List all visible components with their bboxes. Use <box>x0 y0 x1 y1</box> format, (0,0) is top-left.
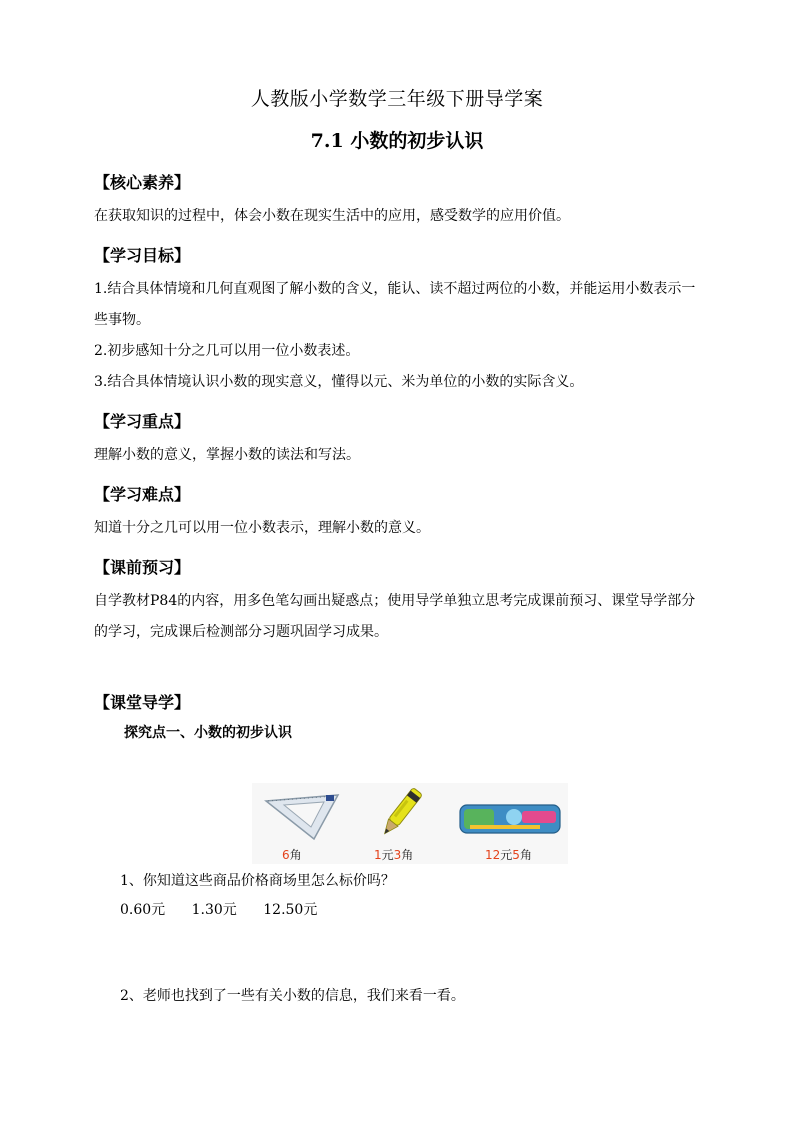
question-2: 2、老师也找到了一些有关小数的信息，我们来看一看。 <box>120 988 465 1004</box>
key-points-text: 理解小数的意义，掌握小数的读法和写法。 <box>94 447 360 463</box>
document-title: 人教版小学数学三年级下册导学案 <box>250 88 544 110</box>
price-label-pencil: 1元3角 <box>374 848 414 862</box>
price-label-ruler: 6角 <box>282 848 302 862</box>
heading-core-literacy: 【核心素养】 <box>94 173 191 192</box>
price-item: 0.60元 <box>120 902 166 918</box>
goal-item-3: 3.结合具体情境认识小数的现实意义，懂得以元、米为单位的小数的实际含义。 <box>94 374 584 390</box>
triangle-ruler-icon <box>262 791 342 843</box>
price-item: 1.30元 <box>191 902 237 918</box>
pencil-icon <box>370 783 430 845</box>
question-1: 1、你知道这些商品价格商场里怎么标价吗？ <box>120 873 395 889</box>
product-image <box>252 783 568 864</box>
lesson-title: 7.1 小数的初步认识 <box>310 130 484 152</box>
goal-item-1: 1.结合具体情境和几何直观图了解小数的含义，能认、读不超过两位的小数，并能运用小数表示一些事物。 <box>94 281 696 328</box>
difficulties-text: 知道十分之几可以用一位小数表示，理解小数的意义。 <box>94 520 430 536</box>
heading-learning-goals: 【学习目标】 <box>94 246 191 265</box>
pencil-case-icon <box>458 799 562 839</box>
heading-key-points: 【学习重点】 <box>94 412 191 431</box>
product-pencil <box>352 783 452 864</box>
explore-point-1: 探究点一、小数的初步认识 <box>124 725 292 741</box>
heading-difficulties: 【学习难点】 <box>94 485 191 504</box>
product-triangle-ruler <box>252 783 352 864</box>
heading-classroom-guide: 【课堂导学】 <box>94 693 191 712</box>
preview-text: 自学教材P84的内容，用多色笔勾画出疑惑点；使用导学单独立思考完成课前预习、课堂导学部分的学习，完成课后检测部分习题巩固学习成果。 <box>94 593 696 640</box>
goal-item-2: 2.初步感知十分之几可以用一位小数表述。 <box>94 343 360 359</box>
heading-preview: 【课前预习】 <box>94 558 191 577</box>
price-list <box>120 899 339 919</box>
price-label-pencil-case: 12元5角 <box>485 848 532 862</box>
price-item: 12.50元 <box>263 902 318 918</box>
core-literacy-text: 在获取知识的过程中，体会小数在现实生活中的应用，感受数学的应用价值。 <box>94 208 570 224</box>
product-pencil-case <box>452 783 568 864</box>
